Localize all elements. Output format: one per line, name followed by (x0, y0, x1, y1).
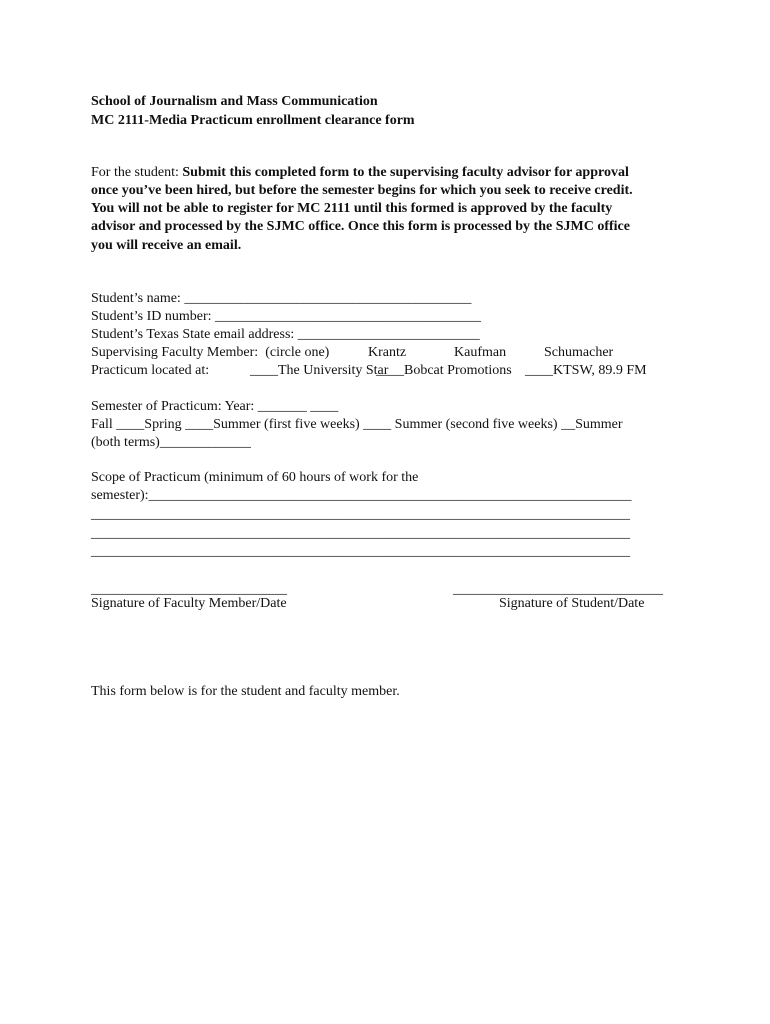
scope-label: Scope of Practicum (minimum of 60 hours of work for the (91, 470, 419, 485)
student-signature-label: Signature of Student/Date (499, 596, 645, 611)
school-name: School of Journalism and Mass Communication (91, 94, 378, 109)
footer-note: This form below is for the student and faculty member. (91, 684, 400, 699)
instruction-text: Submit this completed form to the supervising faculty advisor for approval (182, 165, 629, 180)
student-email-field[interactable]: Student’s Texas State email address: __________________________ (91, 327, 480, 342)
scope-field[interactable]: semester):_____________________________________________________________________ (91, 488, 632, 503)
form-title: MC 2111-Media Practicum enrollment clearance form (91, 113, 415, 128)
faculty-option-krantz[interactable]: Krantz (368, 345, 407, 360)
faculty-signature-label: Signature of Faculty Member/Date (91, 596, 287, 611)
practicum-location-label: Practicum located at: (91, 363, 213, 378)
instruction-line: advisor and processed by the SJMC office. Once this form is processed by the SJMC office (91, 219, 630, 234)
semester-terms-field[interactable]: Fall ____Spring ____Summer (first five weeks) ____ Summer (second five weeks) __Summer (91, 417, 623, 432)
semester-terms-field-continued[interactable]: (both terms)_____________ (91, 435, 251, 450)
faculty-option-schumacher[interactable]: Schumacher (544, 345, 614, 360)
semester-year-field[interactable]: Semester of Practicum: Year: _______ ____ (91, 399, 339, 414)
scope-blank-line[interactable]: _____________________________________________________________________________ (91, 507, 630, 522)
instruction-line: you will receive an email. (91, 238, 242, 253)
faculty-signature-line[interactable]: ____________________________ (91, 582, 287, 597)
student-id-field[interactable]: Student’s ID number: ______________________________________ (91, 309, 482, 324)
scope-blank-line[interactable]: _____________________________________________________________________________ (91, 526, 630, 541)
student-signature-line[interactable]: ______________________________ (453, 582, 663, 597)
instruction-line: once you’ve been hired, but before the semester begins for which you seek to receive credit. (91, 183, 633, 198)
faculty-member-label: Supervising Faculty Member: (circle one) (91, 345, 330, 360)
instruction-line (91, 164, 629, 182)
practicum-option-university-star[interactable]: ____The University Star (250, 363, 389, 378)
instruction-line: You will not be able to register for MC 2111 until this formed is approved by the faculty (91, 201, 613, 216)
faculty-option-kaufman[interactable]: Kaufman (454, 345, 507, 360)
student-name-field[interactable]: Student’s name: _________________________________________ (91, 291, 472, 306)
practicum-option-ktsw[interactable]: ____KTSW, 89.9 FM (525, 363, 647, 378)
practicum-option-bobcat-promotions[interactable]: ____Bobcat Promotions (376, 363, 512, 378)
scope-blank-line[interactable]: _____________________________________________________________________________ (91, 544, 630, 559)
instruction-prefix: For the student: (91, 165, 183, 180)
